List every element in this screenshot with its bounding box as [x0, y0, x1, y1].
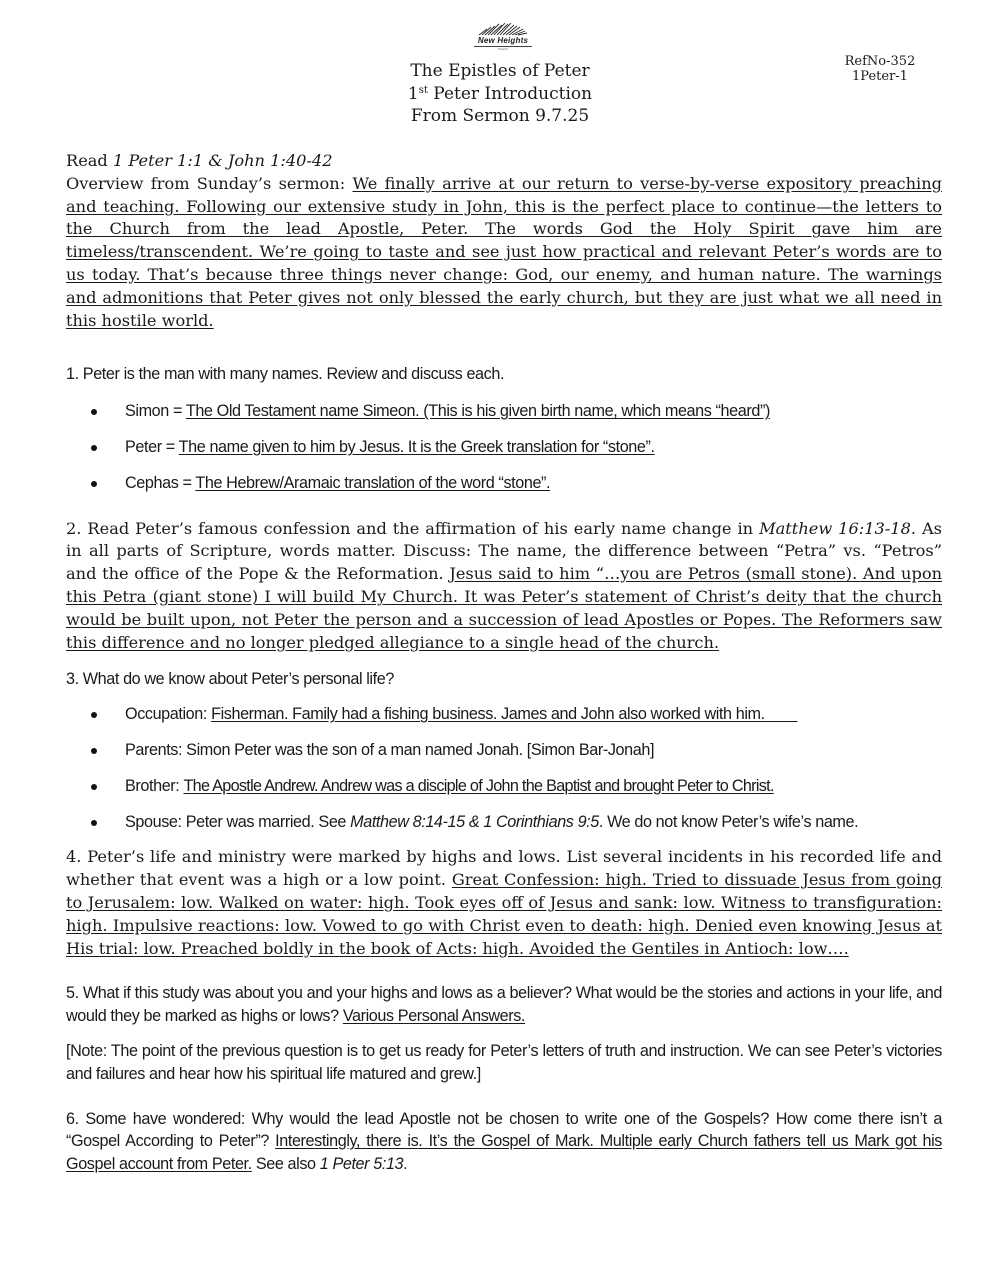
bullet-icon [91, 409, 97, 415]
question-6-text: 6. Some have wondered: Why would the lead Apostle not be chosen to write one of the Gospels? How come there isn’t a “Gospel According to Peter”? [66, 1109, 942, 1151]
church-logo [470, 22, 536, 58]
question-4-answer: Great Confession: high. Tried to dissuade Jesus from going to Jerusalem: low. Walked on water: high. Took eyes off of Jesus and sank: low. Witness to transfiguration: high. Impulsive reactions: low. Vowed to go with Christ even to death: high. Denied even knowing Jesus at His trial: low. Preached boldly in the book of Acts: high. Avoided the Gentiles in Antioch: low…. [66, 870, 943, 958]
brother-label: Brother: [125, 776, 184, 795]
ref-code: 1Peter-1 [852, 69, 908, 84]
reference-block [820, 54, 940, 84]
bullet-icon [91, 784, 97, 790]
question-2 [66, 518, 942, 655]
read-label: Read [66, 151, 113, 170]
question-2-text: 2. Read Peter’s famous confession and the affirmation of his early name change in [66, 518, 760, 538]
title-line-2 [330, 83, 670, 106]
name-answer: The name given to him by Jesus. It is the Greek translation for “stone”. [178, 437, 655, 456]
question-3: 3. What do we know about Peter’s personal life? [66, 670, 394, 689]
title-line-2-text: Peter Introduction [427, 83, 593, 104]
brother-answer: The Apostle Andrew. Andrew was a disciple of John the Baptist and brought Peter to Christ. [183, 776, 774, 795]
occupation-answer: Fisherman. Family had a fishing business. James and John also worked with him. [211, 705, 798, 724]
list-item-occupation [66, 703, 942, 726]
bullet-icon [91, 820, 97, 826]
spouse-references: Matthew 8:14-15 & 1 Corinthians 9:5 [350, 812, 599, 831]
list-item [66, 472, 942, 495]
personal-life-list [66, 703, 942, 833]
spouse-text: Spouse: Peter was married. See [125, 812, 351, 831]
question-5-text: 5. What if this study was about you and your highs and lows as a believer? What would be the stories and actions in your life, and would they be marked as highs or lows? [66, 984, 942, 1026]
name-label: Peter = [125, 437, 179, 456]
name-label: Simon = [125, 402, 186, 421]
spacer [66, 960, 942, 982]
list-item-spouse [66, 811, 942, 834]
title-ordinal-suffix: st [418, 84, 428, 96]
spacer [66, 332, 942, 363]
spacer [66, 1028, 942, 1040]
names-list [66, 400, 942, 494]
spacer [66, 654, 942, 668]
read-instruction [66, 150, 942, 173]
mountain-logo-icon [473, 22, 533, 36]
question-6-answer: Interestingly, there is. It’s the Gospel of Mark. Multiple early Church fathers tell us Mark got his Gospel account from Peter. [66, 1132, 942, 1174]
logo-wordmark: New Heights [477, 36, 529, 45]
list-item [66, 436, 942, 459]
question-5-answer: Various Personal Answers. [342, 1007, 526, 1026]
question-2-reference: Matthew 16:13-18 [759, 518, 911, 538]
bullet-icon [91, 445, 97, 451]
overview-label: Overview from Sunday’s sermon: [66, 173, 353, 193]
see-also-label: See also [251, 1155, 320, 1174]
name-label: Cephas = [125, 473, 196, 492]
question-2-text-cont: . As in all parts of Scripture, words matter. Discuss: The name, the difference between “Petra” vs. “Petros” and the office of the Pope & the Reformation. [66, 518, 942, 584]
parents-text: Parents: Simon Peter was the son of a man named Jonah. [Simon Bar-Jonah] [125, 740, 655, 759]
question-4 [66, 846, 942, 960]
name-answer: The Old Testament name Simeon. (This is his given birth name, which means “heard”) [185, 402, 770, 421]
list-item-brother [66, 775, 942, 798]
spacer [66, 386, 942, 400]
bullet-icon [91, 481, 97, 487]
occupation-label: Occupation: [125, 705, 212, 724]
overview-answer: We finally arrive at our return to verse-by-verse expository preaching and teaching. Following our extensive study in John, this is the perfect place to continue—the letters to the Church from the lead Apostle, Peter. The words God the Holy Spirit gave him are timeless/transcendent. We’re going to taste and see just how practical and relevant Peter’s words are to us today. That’s because three things never change: God, our enemy, and human nature. The warnings and admonitions that Peter gives not only blessed the early church, but they are just what we all need in this hostile world. [66, 173, 942, 330]
list-item-parents [66, 739, 942, 762]
spacer [66, 691, 942, 703]
study-content [66, 150, 942, 1176]
title-line-1: The Epistles of Peter [410, 61, 590, 81]
question-6 [66, 1108, 942, 1176]
bullet-icon [91, 712, 97, 718]
question-4-text: 4. Peter’s life and ministry were marked by highs and lows. List several incidents in his recorded life and whether that event was a high or a low point. [66, 847, 942, 890]
title-ordinal-number: 1 [407, 83, 419, 104]
ref-number: RefNo-352 [844, 54, 916, 69]
sentence-end: . [403, 1155, 408, 1174]
bullet-icon [91, 748, 97, 754]
spacer [66, 508, 942, 518]
spacer [66, 1086, 942, 1108]
title-line-3: From Sermon 9.7.25 [410, 106, 590, 126]
see-also-reference: 1 Peter 5:13 [319, 1155, 404, 1174]
read-references: 1 Peter 1:1 & John 1:40-42 [112, 151, 333, 170]
name-answer: The Hebrew/Aramaic translation of the word “stone”. [195, 473, 551, 492]
question-1: 1. Peter is the man with many names. Review and discuss each. [66, 365, 505, 384]
logo-subtext: Church [498, 47, 508, 51]
spouse-text-cont: . We do not know Peter’s wife’s name. [598, 812, 859, 831]
document-title [330, 60, 670, 128]
list-item [66, 400, 942, 423]
note-paragraph: [Note: The point of the previous question is to get us ready for Peter’s letters of truth and instruction. We can see Peter’s victories and failures and hear how his spiritual life matured and grew.] [66, 1041, 942, 1083]
overview-paragraph [66, 173, 942, 333]
question-5 [66, 982, 942, 1028]
question-2-answer: Jesus said to him “…you are Petros (small stone). And upon this Petra (giant stone) I will build My Church. It was Peter’s statement of Christ’s deity that the church would be built upon, not Peter the person and a succession of lead Apostles or Popes. The Reformers saw this difference and no longer pledged allegiance to a single head of the church. [66, 564, 942, 652]
